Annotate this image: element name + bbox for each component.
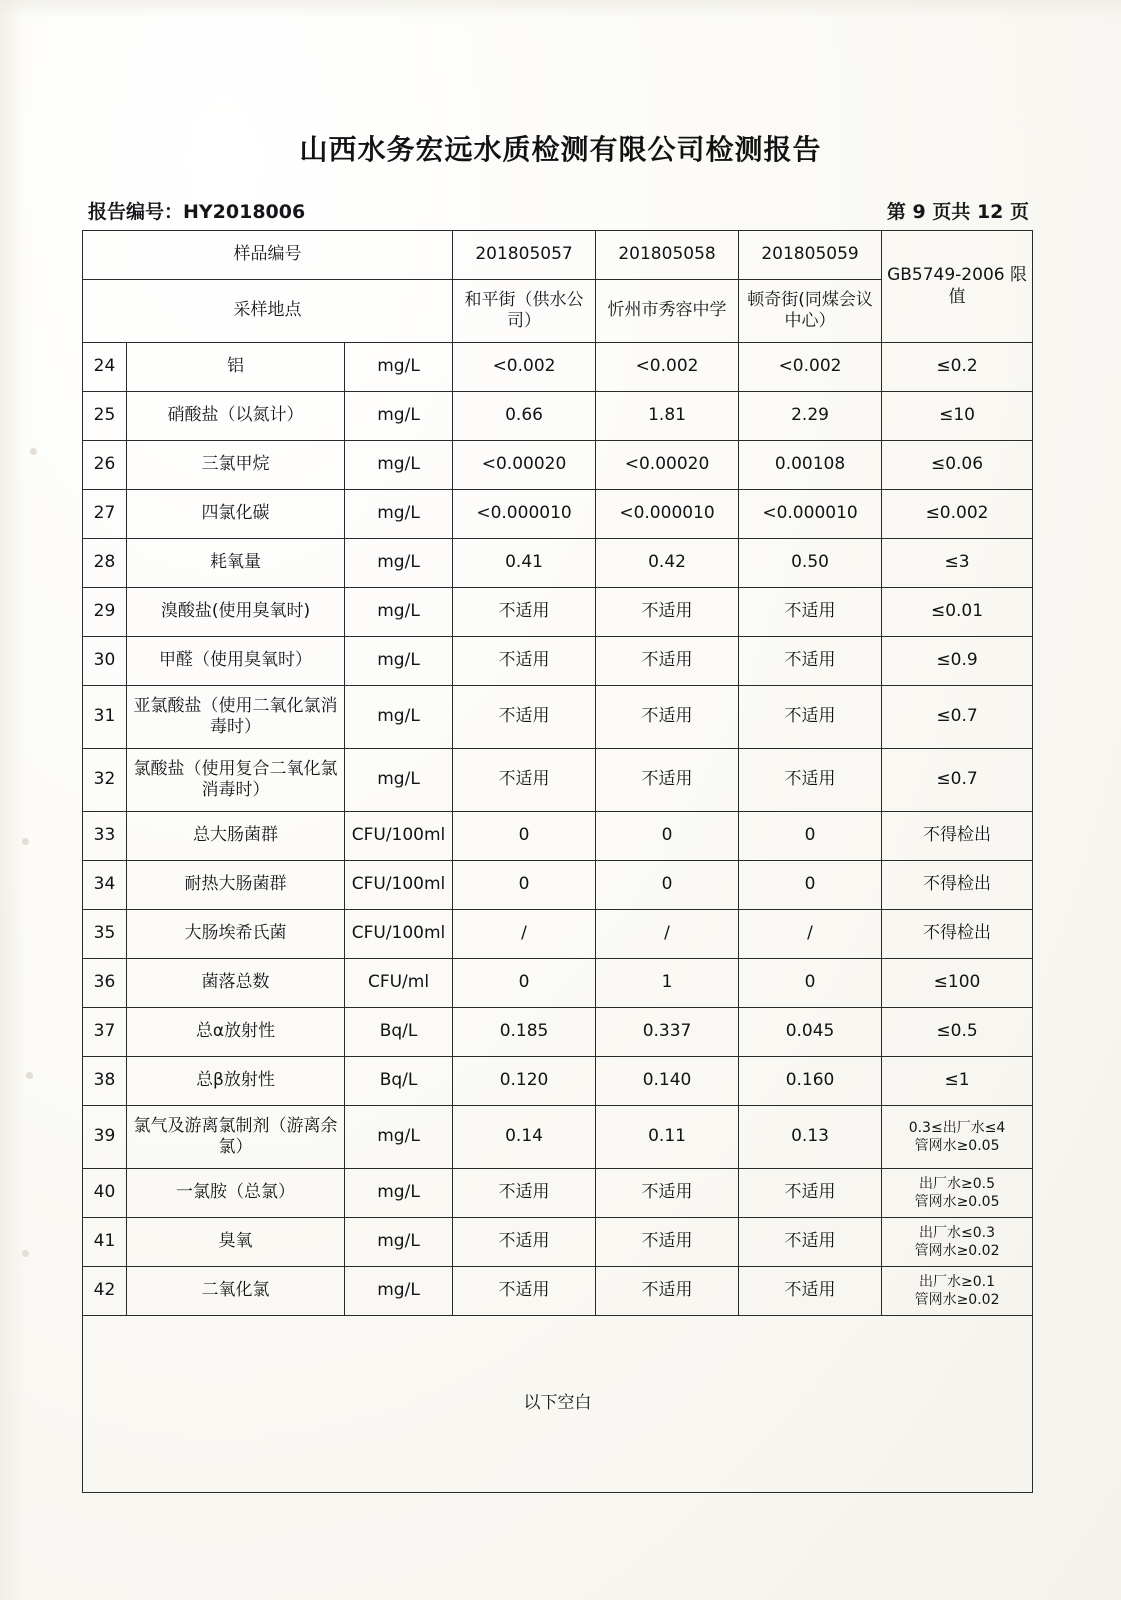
row-index: 31 xyxy=(83,686,127,749)
row-value-sample-1: 不适用 xyxy=(453,588,596,637)
row-standard-limit: ≤0.06 xyxy=(882,441,1033,490)
row-value-sample-1: 0.41 xyxy=(453,539,596,588)
row-unit: mg/L xyxy=(345,588,453,637)
table-row xyxy=(83,1057,1033,1106)
table-row xyxy=(83,686,1033,749)
table-row xyxy=(83,861,1033,910)
row-value-sample-3: 0.045 xyxy=(739,1008,882,1057)
row-unit: mg/L xyxy=(345,392,453,441)
row-value-sample-3: 0.13 xyxy=(739,1106,882,1169)
row-parameter-name: 耗氧量 xyxy=(127,539,345,588)
row-value-sample-1: 不适用 xyxy=(453,637,596,686)
row-value-sample-2: 0.11 xyxy=(596,1106,739,1169)
row-parameter-name: 四氯化碳 xyxy=(127,490,345,539)
row-standard-limit: 出厂水≥0.1 管网水≥0.02 xyxy=(882,1267,1033,1316)
row-value-sample-1: 0.185 xyxy=(453,1008,596,1057)
row-index: 26 xyxy=(83,441,127,490)
row-parameter-name: 臭氧 xyxy=(127,1218,345,1267)
row-parameter-name: 甲醛（使用臭氧时） xyxy=(127,637,345,686)
table-row xyxy=(83,343,1033,392)
row-index: 24 xyxy=(83,343,127,392)
table-row xyxy=(83,812,1033,861)
header-sample-no-label: 样品编号 xyxy=(83,231,453,280)
row-value-sample-2: 不适用 xyxy=(596,637,739,686)
row-unit: CFU/100ml xyxy=(345,812,453,861)
row-index: 36 xyxy=(83,959,127,1008)
row-value-sample-3: 0.50 xyxy=(739,539,882,588)
row-value-sample-3: 0 xyxy=(739,812,882,861)
row-value-sample-3: <0.002 xyxy=(739,343,882,392)
row-value-sample-1: 0 xyxy=(453,812,596,861)
row-standard-limit: 不得检出 xyxy=(882,812,1033,861)
row-parameter-name: 菌落总数 xyxy=(127,959,345,1008)
header-standard-limit: GB5749-2006 限值 xyxy=(882,231,1033,343)
row-standard-limit: ≤0.2 xyxy=(882,343,1033,392)
row-value-sample-1: 不适用 xyxy=(453,749,596,812)
table-row xyxy=(83,539,1033,588)
row-value-sample-2: <0.00020 xyxy=(596,441,739,490)
table-row xyxy=(83,1218,1033,1267)
table-row xyxy=(83,910,1033,959)
footer-note: 以下空白 xyxy=(83,1316,1033,1493)
header-site-2: 忻州市秀容中学 xyxy=(596,280,739,343)
row-unit: mg/L xyxy=(345,441,453,490)
row-unit: CFU/ml xyxy=(345,959,453,1008)
row-index: 35 xyxy=(83,910,127,959)
row-standard-limit: ≤0.5 xyxy=(882,1008,1033,1057)
row-unit: Bq/L xyxy=(345,1008,453,1057)
row-value-sample-2: 不适用 xyxy=(596,1267,739,1316)
row-parameter-name: 总α放射性 xyxy=(127,1008,345,1057)
row-value-sample-1: <0.00020 xyxy=(453,441,596,490)
row-unit: mg/L xyxy=(345,1169,453,1218)
row-parameter-name: 大肠埃希氏菌 xyxy=(127,910,345,959)
table-row xyxy=(83,1008,1033,1057)
row-standard-limit: ≤0.7 xyxy=(882,686,1033,749)
row-value-sample-3: 不适用 xyxy=(739,1169,882,1218)
row-unit: mg/L xyxy=(345,749,453,812)
row-value-sample-3: 0.160 xyxy=(739,1057,882,1106)
row-standard-limit: ≤1 xyxy=(882,1057,1033,1106)
row-unit: mg/L xyxy=(345,637,453,686)
table-row xyxy=(83,1169,1033,1218)
table-row xyxy=(83,490,1033,539)
row-unit: mg/L xyxy=(345,1267,453,1316)
row-index: 42 xyxy=(83,1267,127,1316)
row-standard-limit: ≤0.002 xyxy=(882,490,1033,539)
page-title: 山西水务宏远水质检测有限公司检测报告 xyxy=(299,133,822,166)
row-standard-limit: 出厂水≤0.3 管网水≥0.02 xyxy=(882,1218,1033,1267)
row-parameter-name: 三氯甲烷 xyxy=(127,441,345,490)
row-parameter-name: 总大肠菌群 xyxy=(127,812,345,861)
header-sample-no-1: 201805057 xyxy=(453,231,596,280)
table-header-row-sample-no xyxy=(83,231,1033,280)
table-row xyxy=(83,959,1033,1008)
row-standard-limit: 不得检出 xyxy=(882,861,1033,910)
row-unit: mg/L xyxy=(345,1106,453,1169)
row-value-sample-1: 不适用 xyxy=(453,1169,596,1218)
row-value-sample-1: 0 xyxy=(453,861,596,910)
row-index: 41 xyxy=(83,1218,127,1267)
row-unit: CFU/100ml xyxy=(345,910,453,959)
row-value-sample-2: 0.337 xyxy=(596,1008,739,1057)
row-value-sample-3: 不适用 xyxy=(739,588,882,637)
row-value-sample-2: 不适用 xyxy=(596,1169,739,1218)
row-value-sample-3: <0.000010 xyxy=(739,490,882,539)
row-parameter-name: 总β放射性 xyxy=(127,1057,345,1106)
table-row xyxy=(83,1267,1033,1316)
row-value-sample-3: 0 xyxy=(739,959,882,1008)
row-value-sample-1: 0 xyxy=(453,959,596,1008)
table-row xyxy=(83,1106,1033,1169)
row-standard-limit: ≤10 xyxy=(882,392,1033,441)
row-parameter-name: 硝酸盐（以氮计） xyxy=(127,392,345,441)
row-parameter-name: 氯气及游离氯制剂（游离余氯） xyxy=(127,1106,345,1169)
page-number: 第 9 页共 12 页 xyxy=(886,201,1029,223)
row-parameter-name: 亚氯酸盐（使用二氧化氯消毒时） xyxy=(127,686,345,749)
row-value-sample-2: 不适用 xyxy=(596,588,739,637)
row-value-sample-2: 0.140 xyxy=(596,1057,739,1106)
row-standard-limit: 出厂水≥0.5 管网水≥0.05 xyxy=(882,1169,1033,1218)
row-value-sample-3: 0 xyxy=(739,861,882,910)
row-value-sample-3: 2.29 xyxy=(739,392,882,441)
table-row xyxy=(83,749,1033,812)
row-value-sample-2: 1 xyxy=(596,959,739,1008)
row-value-sample-1: <0.000010 xyxy=(453,490,596,539)
row-value-sample-2: 不适用 xyxy=(596,1218,739,1267)
row-index: 37 xyxy=(83,1008,127,1057)
row-parameter-name: 氯酸盐（使用复合二氧化氯消毒时） xyxy=(127,749,345,812)
row-unit: mg/L xyxy=(345,686,453,749)
row-value-sample-2: / xyxy=(596,910,739,959)
row-unit: Bq/L xyxy=(345,1057,453,1106)
row-standard-limit: ≤3 xyxy=(882,539,1033,588)
row-index: 38 xyxy=(83,1057,127,1106)
row-value-sample-3: 不适用 xyxy=(739,1218,882,1267)
row-standard-limit: ≤0.01 xyxy=(882,588,1033,637)
row-parameter-name: 铝 xyxy=(127,343,345,392)
table-row xyxy=(83,441,1033,490)
header-sample-no-3: 201805059 xyxy=(739,231,882,280)
table-row xyxy=(83,637,1033,686)
row-index: 33 xyxy=(83,812,127,861)
table-row xyxy=(83,588,1033,637)
row-value-sample-3: 不适用 xyxy=(739,686,882,749)
row-value-sample-2: 1.81 xyxy=(596,392,739,441)
row-unit: mg/L xyxy=(345,539,453,588)
row-index: 29 xyxy=(83,588,127,637)
test-results-table xyxy=(82,230,1033,1493)
row-value-sample-3: / xyxy=(739,910,882,959)
header-site-3: 顿奇街(同煤会议中心） xyxy=(739,280,882,343)
row-value-sample-3: 不适用 xyxy=(739,749,882,812)
row-value-sample-1: 不适用 xyxy=(453,686,596,749)
row-value-sample-3: 0.00108 xyxy=(739,441,882,490)
row-standard-limit: ≤0.9 xyxy=(882,637,1033,686)
header-sample-no-2: 201805058 xyxy=(596,231,739,280)
row-index: 32 xyxy=(83,749,127,812)
row-value-sample-1: 0.120 xyxy=(453,1057,596,1106)
row-parameter-name: 一氯胺（总氯） xyxy=(127,1169,345,1218)
row-index: 40 xyxy=(83,1169,127,1218)
row-parameter-name: 溴酸盐(使用臭氧时) xyxy=(127,588,345,637)
row-index: 28 xyxy=(83,539,127,588)
row-value-sample-2: 不适用 xyxy=(596,749,739,812)
row-index: 30 xyxy=(83,637,127,686)
row-unit: mg/L xyxy=(345,343,453,392)
row-value-sample-2: <0.002 xyxy=(596,343,739,392)
row-value-sample-1: 不适用 xyxy=(453,1267,596,1316)
row-value-sample-2: 0.42 xyxy=(596,539,739,588)
row-standard-limit: ≤100 xyxy=(882,959,1033,1008)
row-parameter-name: 耐热大肠菌群 xyxy=(127,861,345,910)
row-value-sample-1: 0.14 xyxy=(453,1106,596,1169)
row-value-sample-2: 0 xyxy=(596,861,739,910)
row-value-sample-1: 0.66 xyxy=(453,392,596,441)
row-unit: mg/L xyxy=(345,490,453,539)
row-value-sample-3: 不适用 xyxy=(739,637,882,686)
row-value-sample-1: <0.002 xyxy=(453,343,596,392)
row-unit: CFU/100ml xyxy=(345,861,453,910)
row-index: 25 xyxy=(83,392,127,441)
row-parameter-name: 二氧化氯 xyxy=(127,1267,345,1316)
row-index: 39 xyxy=(83,1106,127,1169)
header-sampling-site-label: 采样地点 xyxy=(83,280,453,343)
row-standard-limit: 不得检出 xyxy=(882,910,1033,959)
header-site-1: 和平街（供水公司） xyxy=(453,280,596,343)
row-value-sample-1: / xyxy=(453,910,596,959)
row-value-sample-3: 不适用 xyxy=(739,1267,882,1316)
blank-note-row xyxy=(83,1316,1033,1493)
row-value-sample-2: <0.000010 xyxy=(596,490,739,539)
row-unit: mg/L xyxy=(345,1218,453,1267)
row-index: 27 xyxy=(83,490,127,539)
row-value-sample-1: 不适用 xyxy=(453,1218,596,1267)
row-value-sample-2: 0 xyxy=(596,812,739,861)
report-number: 报告编号：HY2018006 xyxy=(88,201,306,223)
row-standard-limit: 0.3≤出厂水≤4 管网水≥0.05 xyxy=(882,1106,1033,1169)
table-row xyxy=(83,392,1033,441)
row-value-sample-2: 不适用 xyxy=(596,686,739,749)
row-standard-limit: ≤0.7 xyxy=(882,749,1033,812)
row-index: 34 xyxy=(83,861,127,910)
